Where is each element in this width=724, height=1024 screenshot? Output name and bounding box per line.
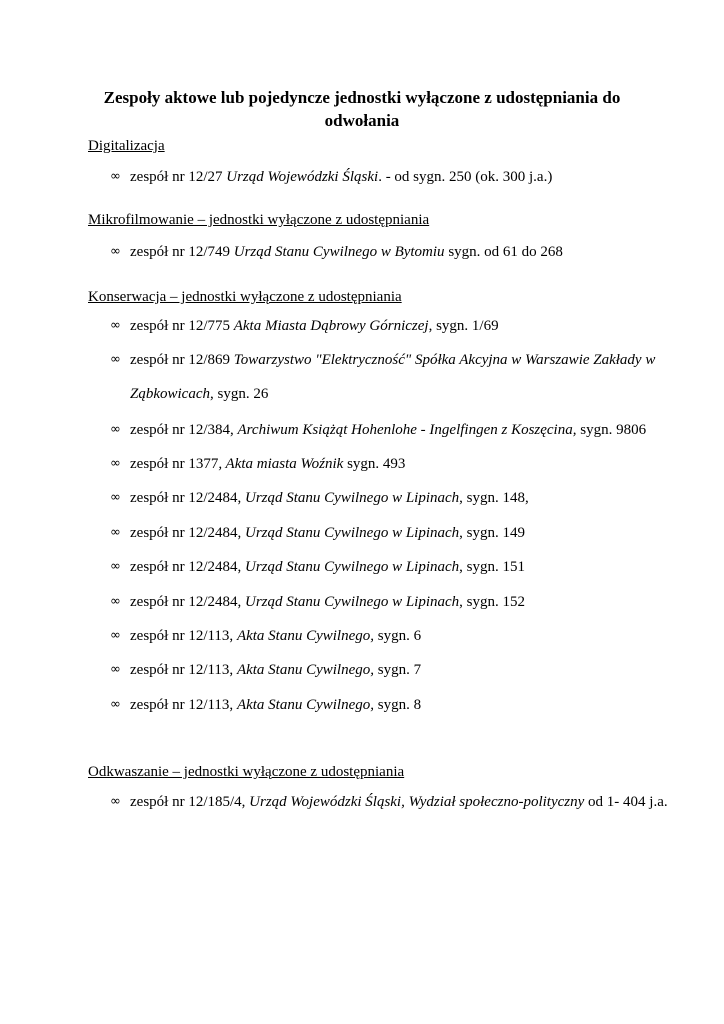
list-item-text: zespół nr 12/749 Urząd Stanu Cywilnego w Bytomiu sygn. od 61 do 268 [130, 244, 563, 260]
section-heading-mikrofilmowanie: Mikrofilmowanie – jednostki wyłączone z udostępniania [88, 212, 430, 228]
list-item [110, 481, 670, 515]
document-title: Zespoły aktowe lub pojedyncze jednostki wyłączone z udostępniania do odwołania [103, 88, 621, 130]
list-item-text: zespół nr 12/2484, Urząd Stanu Cywilnego w Lipinach, sygn. 148, [130, 490, 529, 506]
list-item [110, 343, 670, 411]
section-heading-odkwaszanie: Odkwaszanie – jednostki wyłączone z udostępniania [88, 764, 405, 780]
list-item-text: zespół nr 12/869 Towarzystwo "Elektryczność" Spółka Akcyjna w Warszawie Zakłady w Ząbkowicach, sygn. 26 [130, 352, 656, 402]
list-item-text: zespół nr 12/2484, Urząd Stanu Cywilnego w Lipinach, sygn. 151 [130, 559, 526, 575]
list-item-text: zespół nr 12/113, Akta Stanu Cywilnego, sygn. 8 [130, 697, 422, 713]
infinity-bullet-icon: ∞ [110, 794, 121, 809]
list-item-text: zespół nr 12/185/4, Urząd Wojewódzki Śląski, Wydział społeczno-polityczny od 1- 404 j.a. [130, 794, 668, 810]
list-item-text: zespół nr 12/775 Akta Miasta Dąbrowy Górniczej, sygn. 1/69 [130, 318, 499, 334]
list-item [110, 653, 670, 687]
infinity-bullet-icon: ∞ [110, 456, 121, 471]
section-heading-konserwacja: Konserwacja – jednostki wyłączone z udostępniania [88, 289, 402, 305]
list-item [110, 516, 670, 550]
list-item-text: zespół nr 12/2484, Urząd Stanu Cywilnego w Lipinach, sygn. 152 [130, 594, 526, 610]
list-item [110, 309, 670, 343]
infinity-bullet-icon: ∞ [110, 169, 121, 184]
infinity-bullet-icon: ∞ [110, 352, 121, 367]
list-item [110, 413, 670, 447]
list-item [110, 550, 670, 584]
infinity-bullet-icon: ∞ [110, 559, 121, 574]
list-item [110, 447, 670, 481]
infinity-bullet-icon: ∞ [110, 318, 121, 333]
list-item-text: zespół nr 12/27 Urząd Wojewódzki Śląski. - od sygn. 250 (ok. 300 j.a.) [130, 169, 553, 185]
list-item [110, 585, 670, 619]
infinity-bullet-icon: ∞ [110, 422, 121, 437]
list-item [110, 160, 670, 194]
infinity-bullet-icon: ∞ [110, 628, 121, 643]
infinity-bullet-icon: ∞ [110, 697, 121, 712]
list-item [110, 235, 670, 269]
list-item-text: zespół nr 1377, Akta miasta Woźnik sygn. 493 [130, 456, 406, 472]
section-heading-digitalizacja: Digitalizacja [88, 138, 165, 154]
list-item-text: zespół nr 12/113, Akta Stanu Cywilnego, sygn. 6 [130, 628, 422, 644]
infinity-bullet-icon: ∞ [110, 244, 121, 259]
list-item-text: zespół nr 12/113, Akta Stanu Cywilnego, sygn. 7 [130, 662, 422, 678]
infinity-bullet-icon: ∞ [110, 490, 121, 505]
list-item-text: zespół nr 12/2484, Urząd Stanu Cywilnego w Lipinach, sygn. 149 [130, 525, 526, 541]
infinity-bullet-icon: ∞ [110, 594, 121, 609]
list-item [110, 785, 670, 819]
list-item [110, 619, 670, 653]
list-item [110, 688, 670, 722]
infinity-bullet-icon: ∞ [110, 662, 121, 677]
infinity-bullet-icon: ∞ [110, 525, 121, 540]
list-item-text: zespół nr 12/384, Archiwum Książąt Hohenlohe - Ingelfingen z Koszęcina, sygn. 9806 [130, 422, 647, 438]
